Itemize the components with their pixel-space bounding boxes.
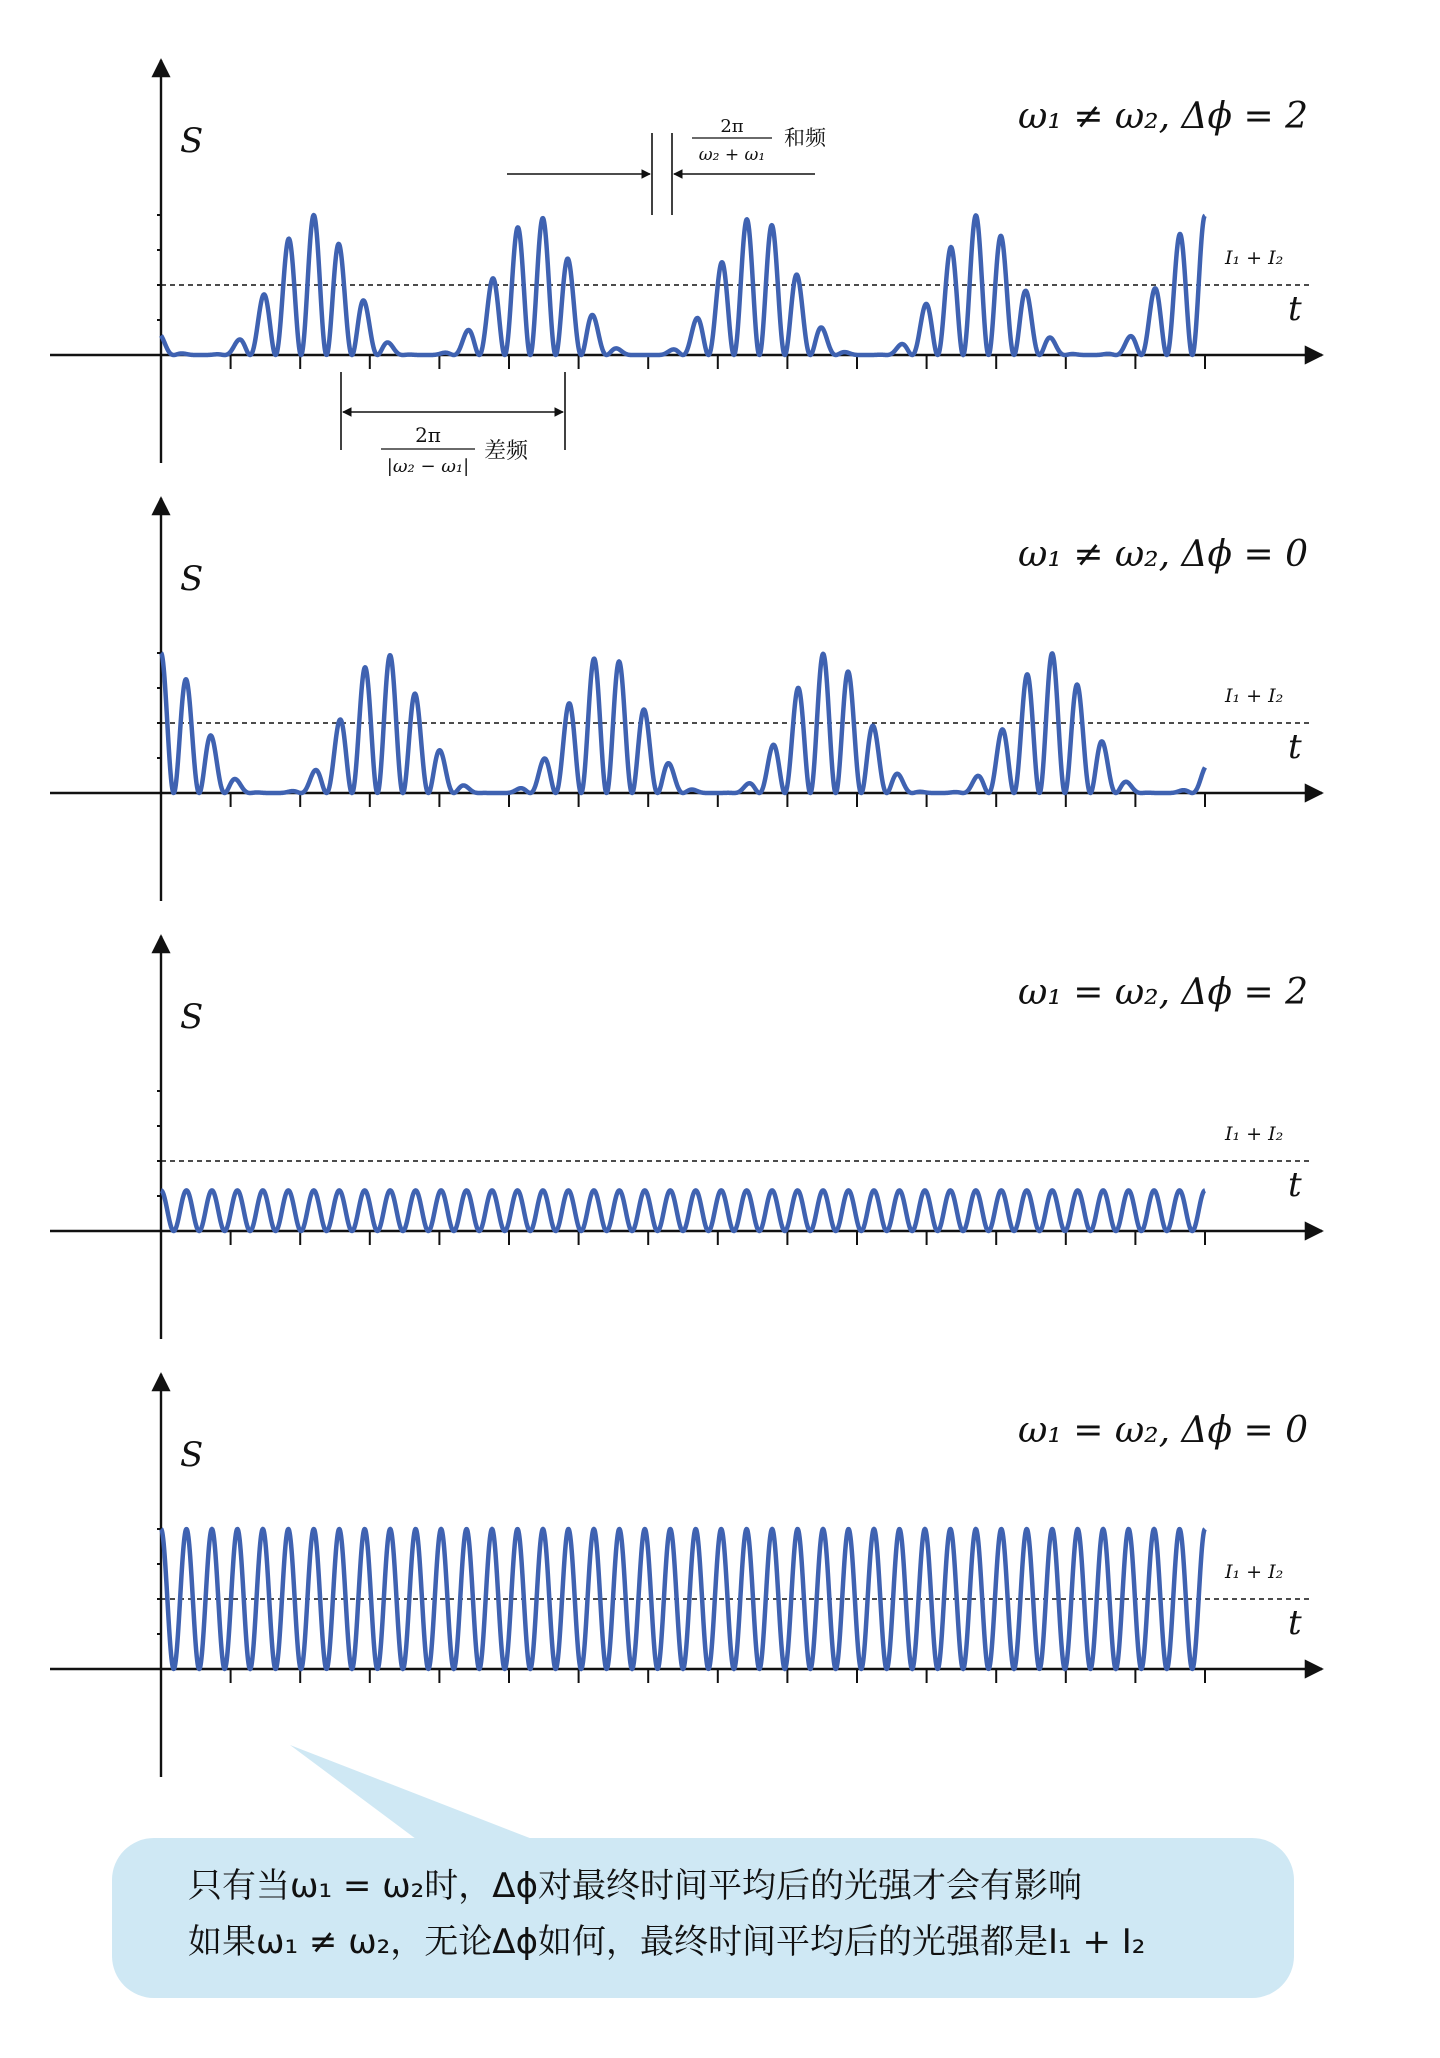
t-axis-label: t [1288, 1165, 1302, 1205]
dashed-line-label: I₁ + I₂ [1225, 247, 1284, 269]
s-axis-label: S [180, 559, 204, 599]
callout-pointer [290, 1745, 540, 1842]
intensity-curve [161, 1190, 1205, 1231]
t-axis-label: t [1288, 1603, 1302, 1643]
condition-label: ω₁ = ω₂, Δϕ = 0 [1017, 1410, 1308, 1451]
sum-frequency-annotation [507, 116, 827, 215]
s-axis-label: S [180, 997, 204, 1037]
callout-line-2: 如果ω₁ ≠ ω₂，无论Δϕ如何，最终时间平均后的光强都是I₁ + I₂ [188, 1922, 1146, 1962]
t-axis-label: t [1288, 727, 1302, 767]
dashed-line-label: I₁ + I₂ [1225, 1561, 1284, 1583]
condition-label: ω₁ ≠ ω₂, Δϕ = 0 [1017, 534, 1308, 575]
condition-label: ω₁ = ω₂, Δϕ = 2 [1017, 972, 1308, 1013]
callout-text [188, 1858, 1248, 1970]
panel-4 [50, 1374, 1322, 1777]
diff-frequency-denominator: |ω₂ − ω₁| [386, 456, 470, 477]
callout-line-1: 只有当ω₁ = ω₂时，Δϕ对最终时间平均后的光强才会有影响 [188, 1866, 1082, 1906]
sum-frequency-numerator: 2π [720, 116, 744, 137]
t-axis-label: t [1288, 289, 1302, 329]
condition-label: ω₁ ≠ ω₂, Δϕ = 2 [1017, 96, 1308, 137]
panel-2 [50, 498, 1322, 901]
diff-frequency-label: 差频 [484, 439, 529, 464]
sum-frequency-label: 和频 [784, 126, 826, 150]
dashed-line-label: I₁ + I₂ [1225, 1123, 1284, 1145]
panel-3 [50, 936, 1322, 1339]
sum-frequency-denominator: ω₂ + ω₁ [698, 145, 766, 165]
s-axis-label: S [180, 1435, 204, 1475]
difference-frequency-annotation [341, 372, 565, 477]
diff-frequency-numerator: 2π [415, 423, 441, 447]
dashed-line-label: I₁ + I₂ [1225, 685, 1284, 707]
panel-1 [50, 60, 1322, 477]
s-axis-label: S [180, 121, 204, 161]
